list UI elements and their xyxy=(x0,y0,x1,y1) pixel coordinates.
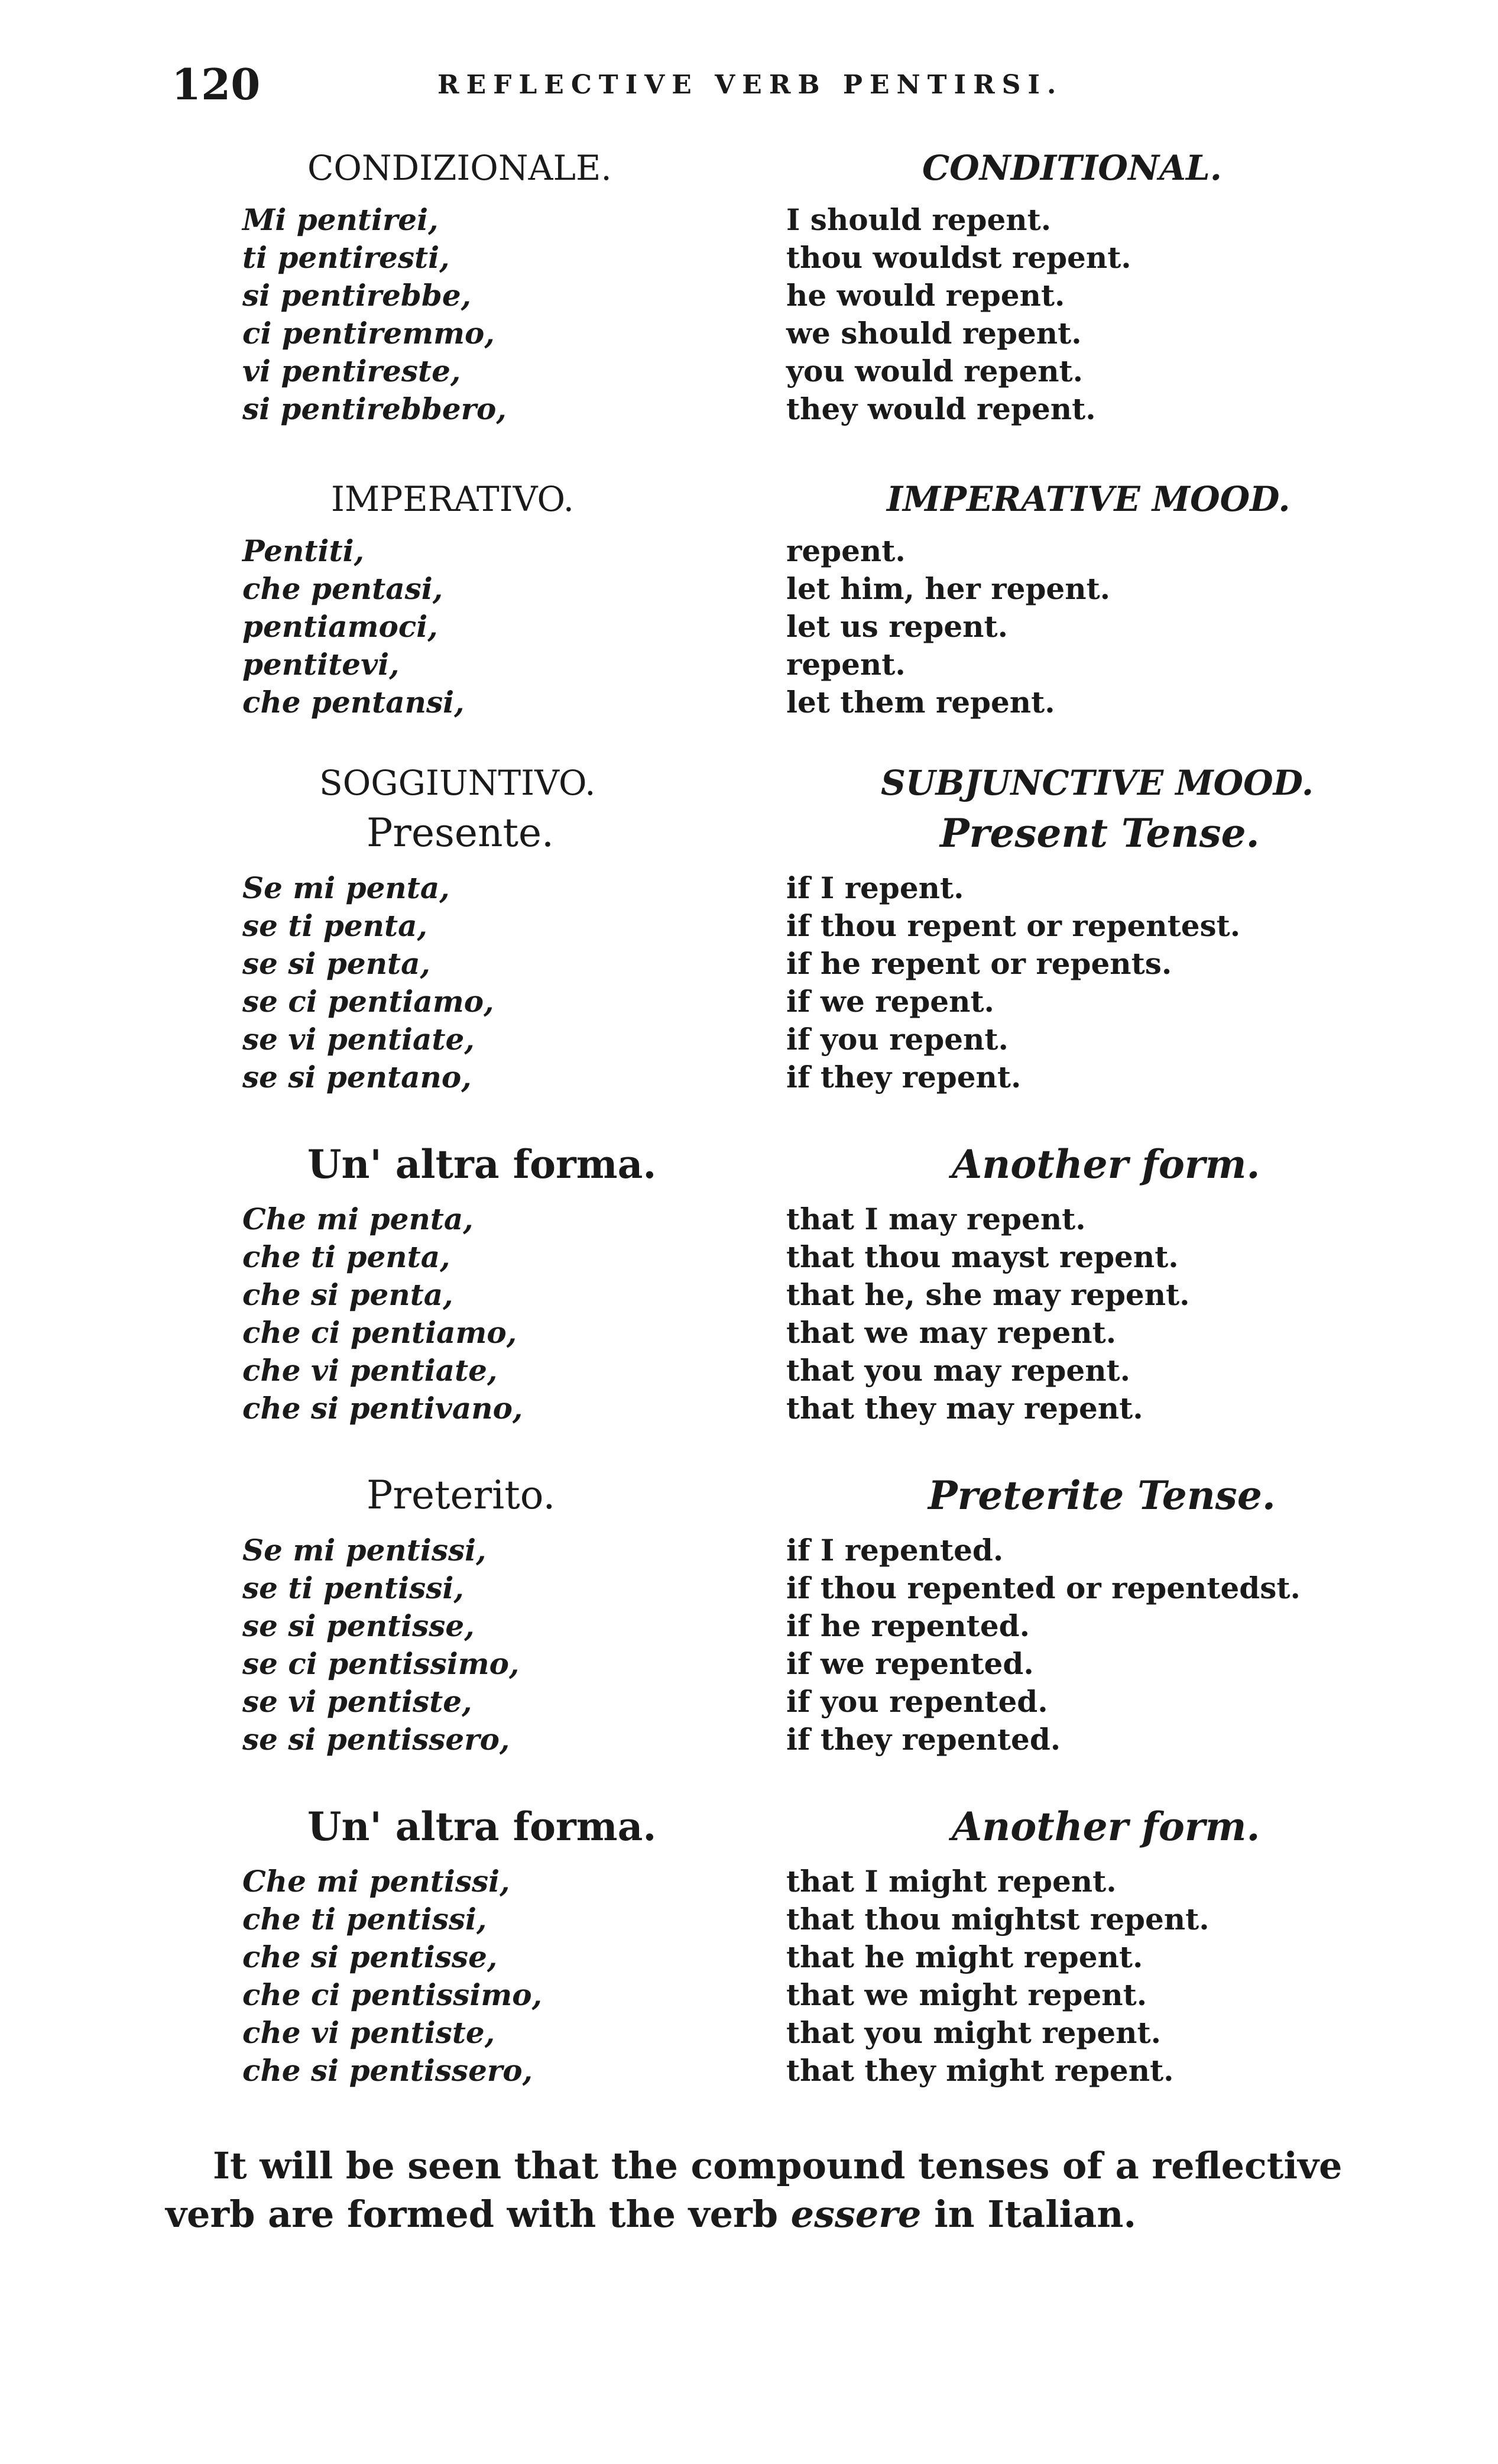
translation-line: let us repent. xyxy=(786,609,1008,644)
conjugation-line: che si pentisse, xyxy=(242,1940,498,1974)
translation-line: if you repented. xyxy=(786,1684,1048,1719)
conjugation-line: Se mi penta, xyxy=(242,870,450,905)
conjugation-line: se si penta, xyxy=(242,946,430,981)
another-form-preterite-english-list xyxy=(786,1863,1210,2090)
translation-line: that he might repent. xyxy=(786,1940,1143,1974)
preterite-label-english: Preterite Tense. xyxy=(928,1472,1276,1518)
another-form-present-italian-list xyxy=(242,1200,523,1427)
translation-line: that you may repent. xyxy=(786,1353,1131,1388)
subjunctive-english-list xyxy=(786,869,1240,1096)
subjunctive-heading-english: SUBJUNCTIVE MOOD. xyxy=(881,763,1314,803)
conjugation-line: ti pentiresti, xyxy=(242,240,450,275)
conjugation-line: Che mi pentissi, xyxy=(242,1864,510,1899)
conjugation-line: se ti penta, xyxy=(242,908,427,943)
translation-line: I should repent. xyxy=(786,202,1052,237)
translation-line: repent. xyxy=(786,647,906,682)
translation-line: if he repent or repents. xyxy=(786,946,1172,981)
imperative-heading-italian: IMPERATIVO. xyxy=(331,479,575,519)
subjunctive-present-label-english: Present Tense. xyxy=(940,810,1260,856)
another-form-preterite-italian-list xyxy=(242,1863,542,2090)
conditional-english-list xyxy=(786,201,1131,428)
subjunctive-present-label-italian: Presente. xyxy=(367,810,555,856)
conjugation-line: Mi pentirei, xyxy=(242,202,439,237)
subjunctive-heading-italian: SOGGIUNTIVO. xyxy=(319,763,596,803)
conjugation-line: che pentansi, xyxy=(242,685,465,720)
conjugation-line: se vi pentiate, xyxy=(242,1022,475,1057)
translation-line: if we repented. xyxy=(786,1646,1034,1681)
conjugation-line: ci pentiremmo, xyxy=(242,316,495,351)
translation-line: we should repent. xyxy=(786,316,1082,351)
page-number: 120 xyxy=(171,59,261,109)
translation-line: thou wouldst repent. xyxy=(786,240,1131,275)
conjugation-line: si pentirebbe, xyxy=(242,278,472,313)
running-title: REFLECTIVE VERB PENTIRSI. xyxy=(437,70,1063,100)
translation-line: if they repent. xyxy=(786,1060,1022,1095)
conjugation-line: che si pentivano, xyxy=(242,1391,523,1426)
translation-line: if I repent. xyxy=(786,870,964,905)
footer-text-end: in Italian. xyxy=(921,2193,1137,2236)
another-form-label-english: Another form. xyxy=(952,1804,1260,1850)
translation-line: if thou repent or repentest. xyxy=(786,908,1241,943)
footer-italic-word: essere xyxy=(790,2193,922,2236)
translation-line: that thou mayst repent. xyxy=(786,1239,1179,1274)
translation-line: let him, her repent. xyxy=(786,571,1111,606)
translation-line: he would repent. xyxy=(786,278,1065,313)
conjugation-line: che ti pentissi, xyxy=(242,1902,487,1937)
translation-line: that he, she may repent. xyxy=(786,1277,1190,1312)
conjugation-line: che ci pentissimo, xyxy=(242,1977,543,2012)
translation-line: if we repent. xyxy=(786,984,994,1019)
conjugation-line: che vi pentiste, xyxy=(242,2015,495,2050)
translation-line: if you repent. xyxy=(786,1022,1009,1057)
conditional-italian-list xyxy=(242,201,507,428)
conjugation-line: Se mi pentissi, xyxy=(242,1533,487,1568)
conjugation-line: si pentirebbero, xyxy=(242,391,507,426)
conjugation-line: che si pentissero, xyxy=(242,2053,533,2088)
conjugation-line: se si pentano, xyxy=(242,1060,472,1095)
footer-note xyxy=(166,2142,1360,2239)
translation-line: that I might repent. xyxy=(786,1864,1117,1899)
conjugation-line: vi pentireste, xyxy=(242,354,461,388)
translation-line: let them repent. xyxy=(786,685,1055,720)
conjugation-line: se ci pentissimo, xyxy=(242,1646,520,1681)
translation-line: that we might repent. xyxy=(786,1977,1147,2012)
translation-line: that they may repent. xyxy=(786,1391,1143,1426)
translation-line: that they might repent. xyxy=(786,2053,1174,2088)
translation-line: repent. xyxy=(786,533,906,568)
translation-line: if he repented. xyxy=(786,1608,1030,1643)
conjugation-line: che ti penta, xyxy=(242,1239,450,1274)
translation-line: that I may repent. xyxy=(786,1202,1086,1236)
translation-line: that thou mightst repent. xyxy=(786,1902,1210,1937)
another-form-label-english: Another form. xyxy=(952,1141,1260,1187)
conditional-heading-italian: CONDIZIONALE. xyxy=(307,148,612,188)
another-form-label-italian: Un' altra forma. xyxy=(307,1141,657,1187)
conjugation-line: se si pentissero, xyxy=(242,1722,510,1757)
imperative-italian-list xyxy=(242,532,465,721)
translation-line: if they repented. xyxy=(786,1722,1061,1757)
conjugation-line: che vi pentiate, xyxy=(242,1353,498,1388)
conjugation-line: che ci pentiamo, xyxy=(242,1315,517,1350)
translation-line: if thou repented or repentedst. xyxy=(786,1571,1301,1605)
conjugation-line: pentiamoci, xyxy=(242,609,438,644)
conjugation-line: se ti pentissi, xyxy=(242,1571,464,1605)
translation-line: they would repent. xyxy=(786,391,1096,426)
footer-text-start: It will be seen that the compound tenses of a reflective verb are formed with the verb xyxy=(166,2144,1343,2236)
translation-line: that you might repent. xyxy=(786,2015,1162,2050)
imperative-heading-english: IMPERATIVE MOOD. xyxy=(887,479,1291,519)
imperative-english-list xyxy=(786,532,1110,721)
conjugation-line: se vi pentiste, xyxy=(242,1684,472,1719)
conjugation-line: se si pentisse, xyxy=(242,1608,475,1643)
preterite-label-italian: Preterito. xyxy=(367,1472,556,1518)
subjunctive-italian-list xyxy=(242,869,494,1096)
conjugation-line: Che mi penta, xyxy=(242,1202,474,1236)
translation-line: you would repent. xyxy=(786,354,1084,388)
another-form-present-english-list xyxy=(786,1200,1190,1427)
conjugation-line: se ci pentiamo, xyxy=(242,984,494,1019)
conjugation-line: Pentiti, xyxy=(242,533,365,568)
another-form-label-italian: Un' altra forma. xyxy=(307,1804,657,1850)
conjugation-line: che pentasi, xyxy=(242,571,443,606)
conditional-heading-english: CONDITIONAL. xyxy=(922,148,1222,188)
preterite-italian-list xyxy=(242,1531,519,1759)
conjugation-line: pentitevi, xyxy=(242,647,400,682)
preterite-english-list xyxy=(786,1531,1301,1759)
translation-line: if I repented. xyxy=(786,1533,1004,1568)
translation-line: that we may repent. xyxy=(786,1315,1117,1350)
conjugation-line: che si penta, xyxy=(242,1277,453,1312)
